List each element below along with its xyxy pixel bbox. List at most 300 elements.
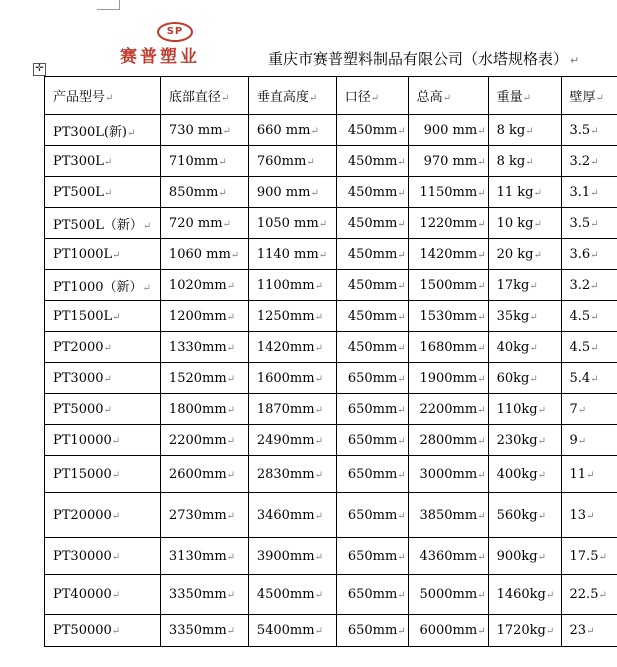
- cell-text: 900kg: [496, 548, 538, 564]
- cell-text: 1600mm: [256, 370, 315, 386]
- cell-end-mark-icon: ↵: [545, 626, 555, 637]
- cell-model: [45, 146, 161, 177]
- cell-end-mark-icon: ↵: [545, 590, 555, 601]
- cell-bottom-diameter: [160, 146, 248, 177]
- cell-model: [45, 363, 161, 394]
- cell-text: 2800mm: [419, 432, 478, 448]
- cell-end-mark-icon: ↵: [314, 551, 323, 563]
- cell-end-mark-icon: ↵: [595, 93, 604, 104]
- cell-wall-thickness: [561, 425, 617, 456]
- cell-caliber: [336, 208, 408, 239]
- table-row: [45, 177, 617, 208]
- cell-bottom-diameter: [160, 239, 248, 270]
- cell-vertical-height: [248, 615, 336, 647]
- cell-text: 17kg: [496, 277, 530, 293]
- cell-end-mark-icon: ↵: [111, 510, 121, 522]
- cell-text: 850mm: [168, 184, 219, 200]
- column-header-text: 重量: [496, 90, 523, 105]
- cell-vertical-height: [248, 146, 336, 177]
- cell-end-mark-icon: ↵: [218, 156, 227, 168]
- cell-end-mark-icon: ↵: [598, 590, 607, 601]
- cell-caliber: [336, 332, 408, 363]
- cell-end-mark-icon: ↵: [226, 435, 236, 447]
- cell-end-mark-icon: ↵: [142, 220, 152, 232]
- cell-text: 450mm: [347, 308, 398, 324]
- cell-text: 1420mm: [256, 339, 315, 355]
- cell-end-mark-icon: ↵: [598, 551, 607, 563]
- cell-end-mark-icon: ↵: [397, 311, 406, 323]
- cell-text: 2200mm: [419, 401, 478, 417]
- cell-end-mark-icon: ↵: [590, 125, 599, 137]
- cell-text: 7: [569, 401, 578, 417]
- cell-text: PT1000（新）: [53, 279, 143, 295]
- cell-text: PT1500L: [53, 308, 113, 324]
- cell-bottom-diameter: [160, 575, 248, 615]
- cell-end-mark-icon: ↵: [314, 404, 323, 416]
- cell-end-mark-icon: ↵: [590, 156, 599, 168]
- cell-text: 900 mm: [423, 122, 478, 138]
- cell-text: 450mm: [347, 215, 398, 231]
- cell-caliber: [336, 538, 408, 575]
- cell-text: 1520mm: [168, 370, 227, 386]
- header-cell-model: [45, 77, 161, 115]
- cell-wall-thickness: [561, 208, 617, 239]
- cell-end-mark-icon: ↵: [590, 280, 599, 292]
- cell-text: 1460kg: [496, 587, 546, 602]
- cell-end-mark-icon: ↵: [477, 626, 486, 637]
- cell-end-mark-icon: ↵: [537, 469, 546, 481]
- cell-total-height: [408, 270, 488, 301]
- cell-text: PT30000: [53, 548, 112, 564]
- cell-text: 760mm: [256, 153, 307, 169]
- cell-bottom-diameter: [160, 332, 248, 363]
- cell-total-height: [408, 394, 488, 425]
- cell-text: 11 kg: [496, 184, 534, 200]
- cell-end-mark-icon: ↵: [226, 311, 236, 323]
- table-row: [45, 493, 617, 538]
- cell-total-height: [408, 177, 488, 208]
- cell-end-mark-icon: ↵: [397, 125, 406, 137]
- cell-weight: [488, 425, 561, 456]
- cell-text: PT2000: [53, 339, 104, 355]
- cell-text: 1420mm: [419, 246, 478, 262]
- cell-end-mark-icon: ↵: [586, 469, 595, 481]
- cell-text: 35kg: [496, 308, 530, 324]
- column-header-text: 底部直径: [168, 90, 221, 105]
- cell-total-height: [408, 456, 488, 493]
- cell-text: PT5000: [53, 401, 104, 417]
- cell-text: 450mm: [347, 339, 398, 355]
- cell-wall-thickness: [561, 615, 617, 647]
- table-row: [45, 332, 617, 363]
- cell-text: PT10000: [53, 432, 112, 448]
- cell-model: [45, 239, 161, 270]
- cell-vertical-height: [248, 301, 336, 332]
- cell-text: 3000mm: [419, 466, 478, 482]
- cell-end-mark-icon: ↵: [314, 510, 323, 522]
- cell-bottom-diameter: [160, 394, 248, 425]
- cell-caliber: [336, 456, 408, 493]
- cell-text: 1900mm: [419, 370, 478, 386]
- cell-end-mark-icon: ↵: [397, 510, 406, 522]
- cell-caliber: [336, 177, 408, 208]
- cell-caliber: [336, 493, 408, 538]
- cell-text: 4360mm: [419, 548, 478, 564]
- cell-end-mark-icon: ↵: [112, 249, 121, 261]
- cell-bottom-diameter: [160, 177, 248, 208]
- cell-end-mark-icon: ↵: [105, 93, 114, 104]
- table-row: [45, 425, 617, 456]
- cell-end-mark-icon: ↵: [226, 510, 236, 522]
- cell-text: 650mm: [347, 466, 398, 482]
- cell-vertical-height: [248, 332, 336, 363]
- cell-text: 400kg: [496, 466, 538, 482]
- cell-text: PT40000: [53, 587, 112, 602]
- cell-weight: [488, 332, 561, 363]
- cell-text: 11: [569, 466, 587, 482]
- cell-text: 1200mm: [168, 308, 227, 324]
- page-corner-mark: [97, 0, 120, 10]
- cell-text: 230kg: [496, 432, 538, 448]
- cell-end-mark-icon: ↵: [314, 469, 323, 481]
- cell-vertical-height: [248, 493, 336, 538]
- cell-text: 1530mm: [419, 308, 478, 324]
- cell-vertical-height: [248, 208, 336, 239]
- cell-weight: [488, 538, 561, 575]
- cell-total-height: [408, 363, 488, 394]
- cell-text: 1100mm: [256, 277, 315, 293]
- cell-text: 3460mm: [256, 507, 315, 523]
- cell-weight: [488, 615, 561, 647]
- cell-wall-thickness: [561, 575, 617, 615]
- cell-total-height: [408, 575, 488, 615]
- cell-bottom-diameter: [160, 538, 248, 575]
- cell-text: 650mm: [347, 370, 398, 386]
- cell-end-mark-icon: ↵: [477, 342, 486, 354]
- header-cell-wall-thickness: [561, 77, 617, 115]
- cell-bottom-diameter: [160, 115, 248, 146]
- header-cell-bottom-diameter: [160, 77, 248, 115]
- cell-text: 710mm: [168, 153, 219, 169]
- cell-wall-thickness: [561, 456, 617, 493]
- cell-end-mark-icon: ↵: [314, 626, 323, 637]
- cell-model: [45, 394, 161, 425]
- cell-text: 1800mm: [168, 401, 227, 417]
- header-cell-caliber: [336, 77, 408, 115]
- cell-end-mark-icon: ↵: [477, 280, 486, 292]
- cell-text: 2200mm: [168, 432, 227, 448]
- cell-end-mark-icon: ↵: [142, 282, 151, 294]
- table-move-handle-icon[interactable]: ✛: [33, 63, 46, 76]
- cell-end-mark-icon: ↵: [306, 156, 315, 168]
- cell-text: 450mm: [347, 184, 398, 200]
- cell-end-mark-icon: ↵: [397, 342, 406, 354]
- cell-end-mark-icon: ↵: [586, 510, 595, 522]
- cell-end-mark-icon: ↵: [112, 311, 121, 323]
- cell-end-mark-icon: ↵: [477, 187, 486, 199]
- cell-end-mark-icon: ↵: [442, 93, 452, 104]
- cell-text: PT3000: [53, 370, 104, 386]
- cell-vertical-height: [248, 177, 336, 208]
- cell-text: 3850mm: [419, 507, 478, 523]
- column-header-text: 壁厚: [569, 90, 596, 105]
- cell-end-mark-icon: ↵: [318, 249, 328, 261]
- cell-text: 1680mm: [419, 339, 478, 355]
- cell-text: 22.5: [569, 587, 599, 602]
- cell-end-mark-icon: ↵: [226, 280, 236, 292]
- cell-text: 3350mm: [168, 587, 227, 602]
- cell-end-mark-icon: ↵: [226, 404, 236, 416]
- cell-text: 17.5: [569, 548, 599, 564]
- cell-text: 650mm: [347, 507, 398, 523]
- cell-model: [45, 177, 161, 208]
- table-row: [45, 615, 617, 647]
- logo-emblem: SP: [157, 22, 193, 42]
- cell-end-mark-icon: ↵: [477, 249, 486, 261]
- cell-model: [45, 301, 161, 332]
- cell-text: 900 mm: [256, 184, 311, 200]
- cell-text: 1870mm: [256, 401, 315, 417]
- company-logo: [120, 22, 230, 68]
- cell-end-mark-icon: ↵: [314, 280, 323, 292]
- cell-text: 4.5: [569, 339, 591, 355]
- cell-weight: [488, 115, 561, 146]
- cell-text: 660 mm: [256, 122, 311, 138]
- cell-caliber: [336, 270, 408, 301]
- cell-end-mark-icon: ↵: [477, 125, 486, 137]
- logo-text: 赛普塑业: [120, 47, 200, 67]
- cell-end-mark-icon: ↵: [590, 373, 599, 385]
- cell-text: 1060 mm: [168, 246, 231, 262]
- cell-bottom-diameter: [160, 615, 248, 647]
- cell-wall-thickness: [561, 115, 617, 146]
- cell-end-mark-icon: ↵: [111, 626, 121, 637]
- cell-end-mark-icon: ↵: [477, 469, 486, 481]
- cell-model: [45, 332, 161, 363]
- table-row: [45, 239, 617, 270]
- table-row: [45, 301, 617, 332]
- cell-end-mark-icon: ↵: [397, 280, 406, 292]
- cell-end-mark-icon: ↵: [226, 469, 236, 481]
- cell-text: 560kg: [496, 507, 538, 523]
- cell-text: 3.5: [569, 215, 591, 231]
- cell-text: 6000mm: [419, 623, 478, 638]
- cell-end-mark-icon: ↵: [111, 551, 121, 563]
- paragraph-mark-icon: ↵: [570, 54, 580, 67]
- cell-end-mark-icon: ↵: [314, 342, 323, 354]
- cell-text: 1140 mm: [256, 246, 319, 262]
- column-header-text: 垂直高度: [256, 90, 309, 105]
- cell-end-mark-icon: ↵: [590, 342, 599, 354]
- cell-vertical-height: [248, 538, 336, 575]
- cell-wall-thickness: [561, 177, 617, 208]
- cell-total-height: [408, 425, 488, 456]
- cell-vertical-height: [248, 394, 336, 425]
- table-row: [45, 208, 617, 239]
- cell-text: PT1000L: [53, 246, 113, 262]
- cell-text: PT300L: [53, 153, 104, 169]
- cell-end-mark-icon: ↵: [314, 373, 323, 385]
- cell-model: [45, 208, 161, 239]
- cell-text: 1250mm: [256, 308, 315, 324]
- cell-end-mark-icon: ↵: [103, 373, 112, 385]
- cell-end-mark-icon: ↵: [226, 551, 236, 563]
- cell-caliber: [336, 115, 408, 146]
- cell-text: 1020mm: [168, 277, 227, 293]
- cell-model: [45, 425, 161, 456]
- cell-caliber: [336, 615, 408, 647]
- column-header-text: 总高: [416, 90, 443, 105]
- cell-wall-thickness: [561, 363, 617, 394]
- cell-end-mark-icon: ↵: [577, 404, 587, 416]
- cell-end-mark-icon: ↵: [522, 93, 531, 104]
- cell-end-mark-icon: ↵: [397, 469, 406, 481]
- cell-text: PT20000: [53, 507, 112, 523]
- cell-end-mark-icon: ↵: [537, 510, 546, 522]
- table-row: [45, 575, 617, 615]
- cell-text: 730 mm: [168, 122, 223, 138]
- cell-end-mark-icon: ↵: [529, 373, 538, 385]
- column-header-text: 口径: [344, 90, 371, 105]
- cell-end-mark-icon: ↵: [397, 435, 406, 447]
- cell-text: 2830mm: [256, 466, 315, 482]
- cell-text: 5.4: [569, 370, 591, 386]
- cell-end-mark-icon: ↵: [370, 93, 380, 104]
- cell-end-mark-icon: ↵: [529, 280, 538, 292]
- cell-text: PT50000: [53, 623, 112, 638]
- cell-model: [45, 575, 161, 615]
- cell-text: 40kg: [496, 339, 530, 355]
- cell-end-mark-icon: ↵: [537, 435, 546, 447]
- cell-text: 23: [569, 623, 587, 638]
- cell-end-mark-icon: ↵: [525, 156, 534, 168]
- cell-end-mark-icon: ↵: [537, 404, 546, 416]
- cell-end-mark-icon: ↵: [222, 125, 231, 137]
- cell-total-height: [408, 332, 488, 363]
- cell-total-height: [408, 493, 488, 538]
- cell-end-mark-icon: ↵: [397, 249, 406, 261]
- cell-text: 3130mm: [168, 548, 227, 564]
- cell-total-height: [408, 146, 488, 177]
- cell-weight: [488, 394, 561, 425]
- cell-text: 450mm: [347, 122, 398, 138]
- cell-text: 650mm: [347, 401, 398, 417]
- cell-end-mark-icon: ↵: [103, 404, 112, 416]
- cell-vertical-height: [248, 425, 336, 456]
- cell-end-mark-icon: ↵: [590, 187, 599, 199]
- cell-caliber: [336, 363, 408, 394]
- cell-end-mark-icon: ↵: [220, 93, 230, 104]
- cell-text: 450mm: [347, 277, 398, 293]
- cell-caliber: [336, 146, 408, 177]
- cell-end-mark-icon: ↵: [127, 127, 136, 139]
- cell-text: 10 kg: [496, 215, 534, 231]
- cell-wall-thickness: [561, 332, 617, 363]
- cell-end-mark-icon: ↵: [477, 218, 486, 230]
- cell-end-mark-icon: ↵: [103, 342, 112, 354]
- cell-text: 2490mm: [256, 432, 315, 448]
- cell-bottom-diameter: [160, 270, 248, 301]
- cell-end-mark-icon: ↵: [111, 435, 121, 447]
- cell-total-height: [408, 538, 488, 575]
- cell-end-mark-icon: ↵: [314, 590, 323, 601]
- cell-text: 3.2: [569, 277, 591, 293]
- cell-model: [45, 538, 161, 575]
- cell-end-mark-icon: ↵: [218, 187, 227, 199]
- cell-text: 650mm: [347, 623, 398, 638]
- cell-caliber: [336, 575, 408, 615]
- table-row: [45, 394, 617, 425]
- cell-wall-thickness: [561, 538, 617, 575]
- cell-end-mark-icon: ↵: [477, 590, 486, 601]
- cell-text: 3.1: [569, 184, 591, 200]
- cell-total-height: [408, 208, 488, 239]
- cell-text: 3.2: [569, 153, 591, 169]
- cell-text: 650mm: [347, 432, 398, 448]
- cell-text: 450mm: [347, 246, 398, 262]
- cell-end-mark-icon: ↵: [397, 626, 406, 637]
- cell-model: [45, 615, 161, 647]
- table-row: [45, 363, 617, 394]
- cell-end-mark-icon: ↵: [590, 249, 599, 261]
- header-cell-weight: [488, 77, 561, 115]
- cell-bottom-diameter: [160, 425, 248, 456]
- cell-text: 1330mm: [168, 339, 227, 355]
- cell-weight: [488, 575, 561, 615]
- cell-text: 4.5: [569, 308, 591, 324]
- cell-caliber: [336, 301, 408, 332]
- cell-weight: [488, 363, 561, 394]
- cell-caliber: [336, 425, 408, 456]
- cell-weight: [488, 208, 561, 239]
- cell-text: 2730mm: [168, 507, 227, 523]
- cell-text: 970 mm: [423, 153, 478, 169]
- cell-end-mark-icon: ↵: [310, 125, 319, 137]
- cell-vertical-height: [248, 456, 336, 493]
- document-title-text: 重庆市赛普塑料制品有限公司（水塔规格表）: [268, 50, 569, 68]
- cell-text: PT500L: [53, 184, 104, 200]
- header-cell-total-height: [408, 77, 488, 115]
- cell-text: 650mm: [347, 587, 398, 602]
- cell-end-mark-icon: ↵: [310, 187, 319, 199]
- table-row: [45, 456, 617, 493]
- cell-end-mark-icon: ↵: [226, 626, 236, 637]
- cell-text: 8 kg: [496, 122, 526, 138]
- cell-text: 450mm: [347, 153, 398, 169]
- cell-text: 3350mm: [168, 623, 227, 638]
- cell-text: 60kg: [496, 370, 530, 386]
- cell-text: 13: [569, 507, 587, 523]
- cell-end-mark-icon: ↵: [533, 249, 542, 261]
- cell-end-mark-icon: ↵: [477, 404, 486, 416]
- column-header-text: 产品型号: [53, 90, 106, 105]
- document-title: [268, 48, 579, 69]
- cell-wall-thickness: [561, 146, 617, 177]
- cell-text: 1500mm: [419, 277, 478, 293]
- table-row: [45, 146, 617, 177]
- cell-end-mark-icon: ↵: [577, 435, 587, 447]
- cell-bottom-diameter: [160, 493, 248, 538]
- cell-end-mark-icon: ↵: [397, 156, 406, 168]
- cell-end-mark-icon: ↵: [222, 218, 231, 230]
- cell-end-mark-icon: ↵: [477, 435, 486, 447]
- cell-weight: [488, 301, 561, 332]
- cell-text: 1720kg: [496, 623, 546, 638]
- cell-end-mark-icon: ↵: [226, 373, 236, 385]
- cell-end-mark-icon: ↵: [533, 218, 542, 230]
- cell-vertical-height: [248, 239, 336, 270]
- cell-end-mark-icon: ↵: [529, 311, 538, 323]
